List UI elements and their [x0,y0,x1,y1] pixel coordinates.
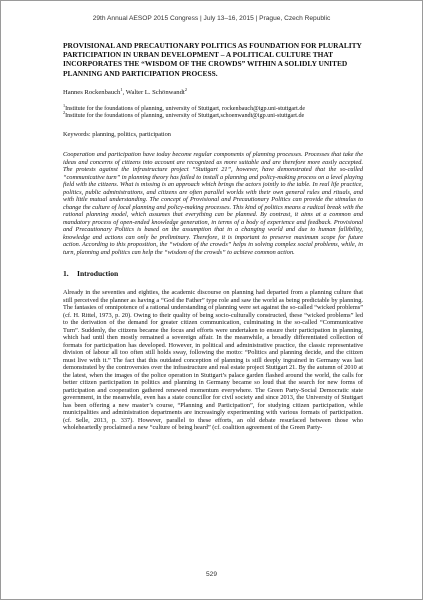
paper-title: PROVISIONAL AND PRECAUTIONARY POLITICS AS FOUNDATION FOR PLURALITY PARTICIPATION IN URBAN DEVELOPMENT – A POLITICAL CULTURE THAT INCORPORATES THE “WISDOM OF THE CROWDS” WITHIN A SOLIDLY UNITED PLANNING AND PARTICIPATION PROCESS. [63,41,362,78]
author-line [63,86,363,97]
section-heading [63,269,363,278]
author-affiliation-mark: 2 [184,86,187,92]
affiliation-text: Institute for the foundations of planning, university of Stuttgart, rockenbauch@igp.uni-stuttgart.de [65,105,306,112]
running-header: 29th Annual AESOP 2015 Congress | July 13–16, 2015 | Prague, Czech Republic [92,15,331,22]
abstract: Cooperation and participation have today become regular components of planning processes. Processes that take the ideas and concerns of citizens into account are recognized as more suitable and are therefore more easily accepted. The protests against the infrastructure project “Stuttgart 21”, however, have demonstrated that the so-called “communicative turn” in planning theory has failed to install a planning and policy-making process on a level playing field with the citizens. What is missing is an approach which brings the actors jointly to the table. In real life practice, politics, public administrations, and citizens are often parallel worlds with their own general rules and rituals, and with little mutual understanding. The concept of Provisional and Precautionary Politics can provide the stimulus to change the culture of local planning and policy-making processes. This kind of politics means a radical break with the rational planning model, which assumes that everything can be planned. By contrast, it aims at a common and mandatory process of open-ended knowledge generation, in terms of a body of experience and feedback. Provisional and Precautionary Politics is based on the assumption that in a changing world and due to human fallibility, knowledge and actions can only be preliminary. Therefore, it is important to preserve maximum scope for future action. According to this proposition, the “wisdom of the crowds” helps in solving complex social problems, while, in turn, planning and politics can help the “wisdom of the crowds” to achieve common action. [63,151,363,256]
affiliation-mark: 1 [63,102,66,108]
author-name: Walter L. Schönwandt [125,88,185,96]
affiliations [63,102,363,121]
author-name: Hannes Rockenbauch [63,88,121,96]
affiliation-text: Institute for the foundations of planning, university of Stuttgart,schoenwandt@igp.uni-stuttgart.de [65,113,305,120]
body-paragraph: Already in the seventies and eighties, the academic discourse on planning had departed from a planning culture that still perceived the planner as having a “God the Father” type role and saw the world as being predictable by planning. The fantasies of omnipotence of a rational understanding of planning were set against the so-called “wicked problems” (cf. H. Rittel, 1973, p. 20). Owing to their quality of being socio-culturally constructed, these “wicked problems” led to the derivation of the demand for greater citizen communication, culminating in the so-called “Communicative Turn”. Suddenly, the citizens became the focus and efforts were undertaken to ensure their participation in planning, which had until then mostly remained a sovereign affair. In the meanwhile, a broadly differentiated collection of formats for participation has developed. However, in political and administrative practice, the classic representative division of labour all too often still holds sway, following the motto: “Politics and planning decide, and the citizen must live with it.” The fact that this outdated conception of planning is still deeply ingrained in Germany was last demonstrated by the controversies over the infrastructure and real estate project Stuttgart 21. By the autumn of 2010 at the latest, when the images of the police operation in Stuttgart’s palace garden flashed around the world, the calls for better citizen participation in politics and planning in Germany became so loud that the search for new forms of participation and cooperation gathered renewed momentum everywhere. The Green Party-Social Democratic state government, in the meanwhile, even has a state councillor for civil society and since 2013, the University of Stuttgart has been offering a new master’s course, “Planning and Participation”, for studying citizen participation, while municipalities and administration departments are increasingly experimenting with various formats of participation. (cf. Selle, 2013, p. 337). However, parallel to these efforts, an old debate resurfaced between those who wholeheartedly proclaimed a new “culture of being heard” (cf. coalition agreement of the Green Party- [63,289,363,432]
section-title: Introduction [77,269,119,279]
affiliation-line [63,110,363,121]
keywords: Keywords: planning, politics, participation [63,131,171,139]
section-number: 1. [63,269,69,279]
author-separator: , [122,88,126,96]
text-column [63,41,363,432]
page-number: 529 [205,571,217,578]
author-affiliation-mark: 1 [120,86,123,92]
affiliation-mark: 2 [63,110,66,116]
